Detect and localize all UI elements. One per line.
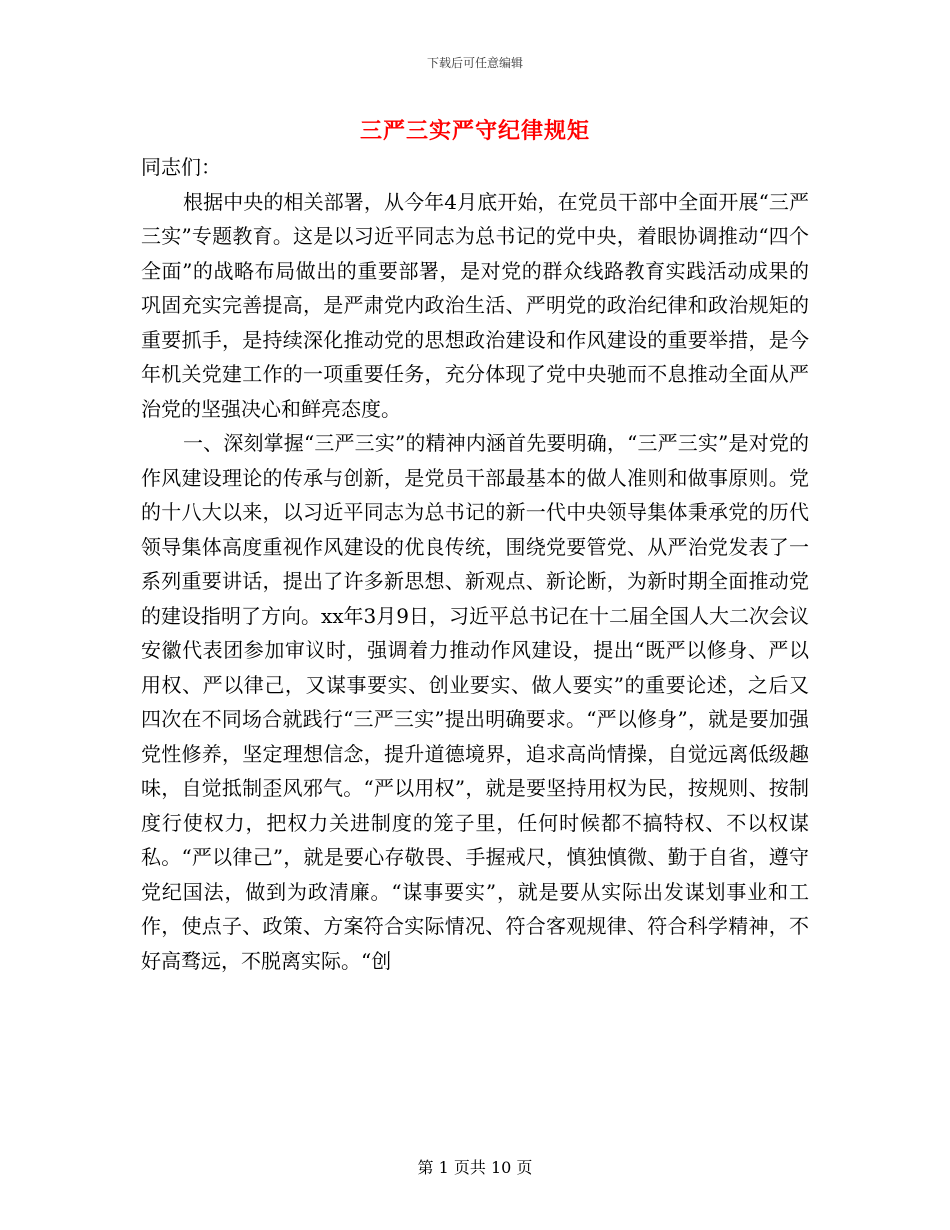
document-body [141, 150, 809, 978]
salutation: 同志们： [141, 155, 221, 179]
header-note: 下载后可任意编辑 [426, 56, 523, 70]
page-number: 第 1 页共 10 页 [417, 1158, 533, 1177]
paragraph-2: 一、深刻掌握“三严三实”的精神内涵首先要明确，“三严三实”是对党的作风建设理论的传承与创新，是党员干部最基本的做人准则和做事原则。党的十八大以来，以习近平同志为总书记的新一代中央领导集体秉承党的历代领导集体高度重视作风建设的优良传统，围绕党要管党、从严治党发表了一系列重要讲话，提出了许多新思想、新观点、新论断，为新时期全面推动党的建设指明了方向。xx年3月9日，习近平总书记在十二届全国人大二次会议安徽代表团参加审议时，强调着力推动作风建设，提出“既严以修身、严以用权、严以律己，又谋事要实、创业要实、做人要实”的重要论述，之后又四次在不同场合就践行“三严三实”提出明确要求。“严以修身”，就是要加强党性修养，坚定理想信念，提升道德境界，追求高尚情操，自觉远离低级趣味，自觉抵制歪风邪气。“严以用权”，就是要坚持用权为民，按规则、按制度行使权力，把权力关进制度的笼子里，任何时候都不搞特权、不以权谋私。“严以律己”，就是要心存敬畏、手握戒尺，慎独慎微、勤于自省，遵守党纪国法，做到为政清廉。“谋事要实”，就是要从实际出发谋划事业和工作，使点子、政策、方案符合实际情况、符合客观规律、符合科学精神，不好高骛远，不脱离实际。“创 [141, 431, 810, 973]
document-title: 三严三实严守纪律规矩 [359, 118, 590, 144]
paragraph-1: 根据中央的相关部署，从今年4月底开始，在党员干部中全面开展“三严三实”专题教育。这是以习近平同志为总书记的党中央，着眼协调推动“四个全面”的战略布局做出的重要部署，是对党的群众线路教育实践活动成果的巩固充实完善提高，是严肃党内政治生活、严明党的政治纪律和政治规矩的重要抓手，是持续深化推动党的思想政治建设和作风建设的重要举措，是今年机关党建工作的一项重要任务，充分体现了党中央驰而不息推动全面从严治党的坚强决心和鲜亮态度。 [141, 189, 809, 421]
